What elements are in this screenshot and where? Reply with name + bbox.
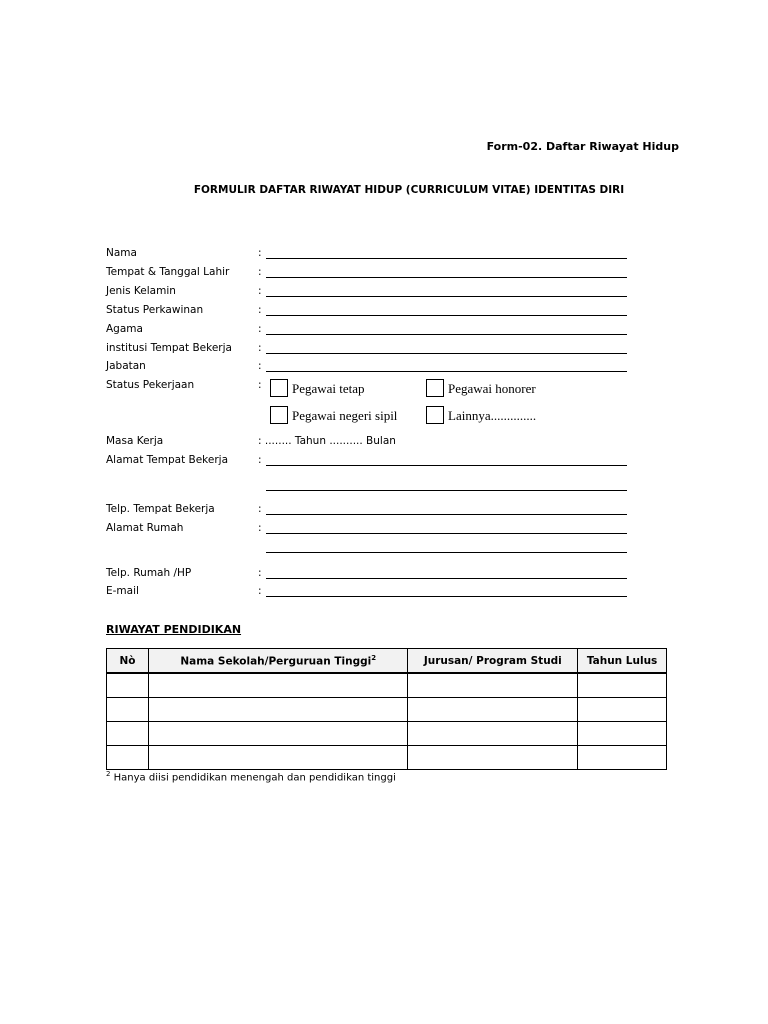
table-cell[interactable] <box>408 746 578 770</box>
status-perkawinan-field[interactable] <box>266 315 627 316</box>
ttl-field[interactable] <box>266 277 627 278</box>
table-cell[interactable] <box>107 746 149 770</box>
alamat-kerja-field[interactable] <box>266 465 627 466</box>
label-jenis-kelamin: Jenis Kelamin <box>106 285 176 297</box>
table-cell[interactable] <box>408 673 578 698</box>
table-cell[interactable] <box>148 698 408 722</box>
header-jurusan: Jurusan/ Program Studi <box>408 649 578 674</box>
label-telp-kerja: Telp. Tempat Bekerja <box>106 503 215 515</box>
label-status-pekerjaan: Status Pekerjaan <box>106 379 195 391</box>
label-institusi: institusi Tempat Bekerja <box>106 342 232 354</box>
table-row <box>107 746 667 770</box>
label-alamat-rumah: Alamat Rumah <box>106 522 184 534</box>
colon: : <box>258 503 262 515</box>
table-cell[interactable] <box>107 698 149 722</box>
table-cell[interactable] <box>408 722 578 746</box>
section-title-riwayat-pendidikan: RIWAYAT PENDIDIKAN <box>106 623 242 636</box>
table-cell[interactable] <box>578 722 667 746</box>
alamat-kerja-field-line-2[interactable] <box>266 490 627 491</box>
colon: : <box>258 567 262 579</box>
table-cell[interactable] <box>578 746 667 770</box>
institusi-field[interactable] <box>266 353 627 354</box>
label-nama: Nama <box>106 247 137 259</box>
table-cell[interactable] <box>578 673 667 698</box>
alamat-rumah-field[interactable] <box>266 533 627 534</box>
page-title: FORMULIR DAFTAR RIWAYAT HIDUP (CURRICULUM VITAE) IDENTITAS DIRI <box>193 184 625 196</box>
colon: : <box>258 323 262 335</box>
label-email: E-mail <box>106 585 139 597</box>
table-cell[interactable] <box>107 722 149 746</box>
table-cell[interactable] <box>578 698 667 722</box>
option-lainnya: Lainnya.............. <box>448 408 537 423</box>
table-cell[interactable] <box>148 673 408 698</box>
label-jabatan: Jabatan <box>106 360 146 372</box>
form-code: Form-02. Daftar Riwayat Hidup <box>486 140 679 153</box>
checkbox-lainnya[interactable] <box>426 406 444 424</box>
jenis-kelamin-field[interactable] <box>266 296 627 297</box>
checkbox-pegawai-tetap[interactable] <box>270 379 288 397</box>
label-ttl: Tempat & Tanggal Lahir <box>106 266 230 278</box>
table-cell[interactable] <box>148 746 408 770</box>
table-row <box>107 673 667 698</box>
checkbox-pegawai-honorer[interactable] <box>426 379 444 397</box>
email-field[interactable] <box>266 596 627 597</box>
table-cell[interactable] <box>107 673 149 698</box>
telp-rumah-field[interactable] <box>266 578 627 579</box>
colon: : <box>258 266 262 278</box>
colon: : <box>258 522 262 534</box>
header-nama-sekolah: Nama Sekolah/Perguruan Tinggi$^2$ <box>148 649 408 674</box>
colon: : <box>258 285 262 297</box>
colon: : <box>258 360 262 372</box>
nama-field[interactable] <box>266 258 627 259</box>
table-cell[interactable] <box>408 698 578 722</box>
alamat-rumah-field-line-2[interactable] <box>266 552 627 553</box>
colon: : <box>258 379 262 391</box>
header-tahun-lulus: Tahun Lulus <box>578 649 667 674</box>
option-pegawai-negeri-sipil: Pegawai negeri sipil <box>292 408 398 423</box>
colon: : <box>258 247 262 259</box>
label-alamat-kerja: Alamat Tempat Bekerja <box>106 454 229 466</box>
label-agama: Agama <box>106 323 143 335</box>
checkbox-pegawai-negeri-sipil[interactable] <box>270 406 288 424</box>
telp-kerja-field[interactable] <box>266 514 627 515</box>
agama-field[interactable] <box>266 334 627 335</box>
footnote: $^2$ Hanya diisi pendidikan menengah dan pendidikan tinggi <box>106 770 396 784</box>
header-no: Nò <box>107 649 149 674</box>
education-table <box>106 648 667 770</box>
label-masa-kerja: Masa Kerja <box>106 435 164 447</box>
colon: : <box>258 304 262 316</box>
table-row <box>107 722 667 746</box>
option-pegawai-honorer: Pegawai honorer <box>448 381 536 396</box>
colon: : <box>258 585 262 597</box>
table-header-row <box>107 649 667 674</box>
colon: : <box>258 342 262 354</box>
masa-kerja-field[interactable]: : ........ Tahun .......... Bulan <box>258 435 396 447</box>
option-pegawai-tetap: Pegawai tetap <box>292 381 365 396</box>
jabatan-field[interactable] <box>266 371 627 372</box>
table-cell[interactable] <box>148 722 408 746</box>
label-telp-rumah: Telp. Rumah /HP <box>106 567 192 579</box>
colon: : <box>258 454 262 466</box>
label-status-perkawinan: Status Perkawinan <box>106 304 204 316</box>
table-row <box>107 698 667 722</box>
